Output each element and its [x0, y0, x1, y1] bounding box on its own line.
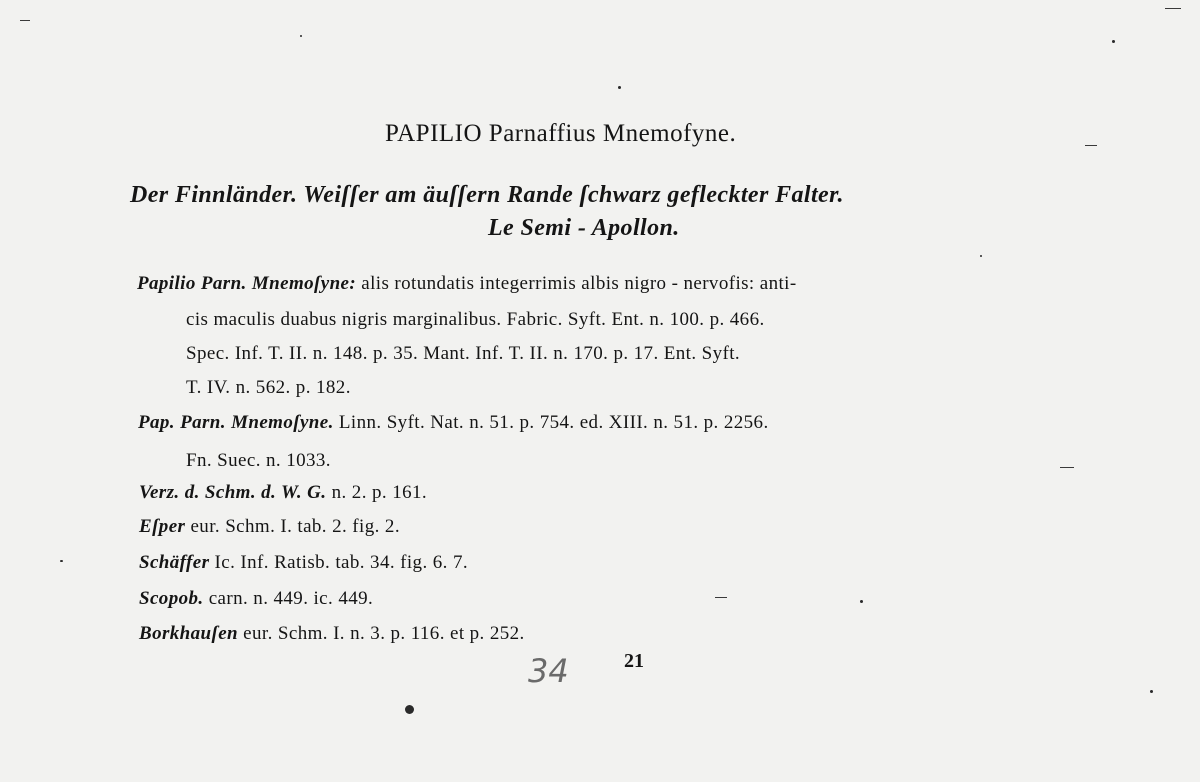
- reference-line: [139, 623, 525, 645]
- reference-text: cis maculis duabus nigris marginalibus. Fabric. Syft. Ent. n. 100. p. 466.: [186, 309, 765, 330]
- reference-line: [186, 309, 765, 331]
- paper-fiber: [1165, 8, 1181, 9]
- paper-speck: [618, 86, 621, 89]
- reference-line: [139, 516, 400, 538]
- reference-line: [138, 412, 769, 434]
- paper-speck: [1112, 40, 1115, 43]
- paper-speck: [300, 35, 302, 37]
- paper-fiber: [1060, 467, 1074, 468]
- reference-author: Papilio Parn. Mnemoſyne:: [137, 273, 357, 294]
- paper-speck: [980, 255, 982, 257]
- reference-author: Scopob.: [139, 588, 204, 609]
- reference-text: Fn. Suec. n. 1033.: [186, 450, 331, 471]
- paper-fiber: [20, 20, 30, 21]
- reference-line: [186, 377, 351, 399]
- reference-text: T. IV. n. 562. p. 182.: [186, 377, 351, 398]
- reference-line: [139, 552, 468, 574]
- reference-text: alis rotundatis integerrimis albis nigro - nervofis: anti-: [356, 273, 797, 294]
- reference-line: [186, 343, 740, 365]
- reference-author: Eſper: [139, 516, 186, 537]
- page-title: PAPILIO Parnaffius Mnemofyne.: [385, 120, 737, 147]
- reference-text: Ic. Inf. Ratisb. tab. 34. fig. 6. 7.: [209, 552, 468, 573]
- reference-author: Verz. d. Schm. d. W. G.: [139, 482, 327, 503]
- reference-text: carn. n. 449. ic. 449.: [203, 588, 374, 609]
- reference-author: Pap. Parn. Mnemoſyne.: [138, 412, 334, 433]
- paper-fiber: [1085, 145, 1097, 146]
- reference-line: [137, 273, 797, 295]
- common-names-line-2: Le Semi - Apollon.: [488, 215, 680, 241]
- paper-speck: [1150, 690, 1153, 693]
- handwritten-number: 34: [528, 652, 569, 690]
- reference-text: n. 2. p. 161.: [326, 482, 428, 503]
- reference-author: Borkhauſen: [139, 623, 239, 644]
- paper-speck: [405, 705, 414, 714]
- common-names-line-1: Der Finnländer. Weiſſer am äuſſern Rande ſchwarz gefleckter Falter.: [130, 182, 844, 208]
- reference-line: [139, 588, 373, 610]
- page-number: 21: [624, 650, 644, 672]
- reference-text: eur. Schm. I. n. 3. p. 116. et p. 252.: [238, 623, 525, 644]
- reference-text: eur. Schm. I. tab. 2. fig. 2.: [185, 516, 400, 537]
- paper-speck: [860, 600, 863, 603]
- paper-fiber: [715, 597, 727, 598]
- paper-speck: [60, 560, 63, 562]
- reference-text: Linn. Syft. Nat. n. 51. p. 754. ed. XIII. n. 51. p. 2256.: [333, 412, 769, 433]
- reference-author: Schäffer: [139, 552, 210, 573]
- reference-line: [186, 450, 331, 472]
- reference-line: [139, 482, 427, 504]
- reference-text: Spec. Inf. T. II. n. 148. p. 35. Mant. Inf. T. II. n. 170. p. 17. Ent. Syft.: [186, 343, 741, 364]
